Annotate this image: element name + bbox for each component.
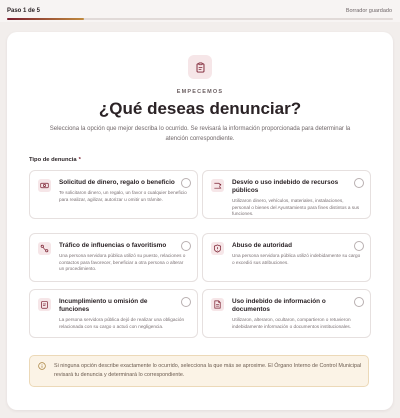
- option-solicitud-dinero[interactable]: [29, 170, 198, 219]
- field-label-text: Tipo de denuncia: [29, 157, 77, 163]
- page-subtitle: Selecciona la opción que mejor describa lo ocurrido. Se revisará la información proporcionada para determinar la atención correspondiente.: [49, 126, 351, 142]
- option-description: Una persona servidora pública utilizó su puesto, relaciones o contactos para favorecer, beneficiar a otra persona o alterar un procedimiento.: [59, 253, 186, 272]
- step-indicator: Paso 1 de 5: [7, 8, 41, 14]
- option-description: Te solicitaron dinero, un regalo, un favor o cualquier beneficio para realizar, agilizar, autorizar u omitir un trámite.: [59, 190, 187, 202]
- progress-bar: [7, 18, 393, 20]
- option-radio[interactable]: [354, 241, 364, 251]
- field-label: [29, 157, 81, 163]
- option-title: Abuso de autoridad: [232, 242, 293, 249]
- option-radio[interactable]: [354, 178, 364, 188]
- option-title: Incumplimiento u omisión de funciones: [59, 298, 148, 314]
- option-description: Una persona servidora pública utilizó indebidamente su cargo o excedió sus atribuciones.: [232, 253, 361, 265]
- transfer-icon: [211, 179, 224, 192]
- option-title: Tráfico de influencias o favoritismo: [59, 242, 167, 249]
- page-title: ¿Qué deseas denunciar?: [98, 99, 302, 118]
- document-icon: [211, 298, 224, 311]
- notice-text: Si ninguna opción describe exactamente lo ocurrido, selecciona la que más se aproxime. El Órgano Interno de Control Municipal revisará tu denuncia y determinará lo correspondiente.: [54, 363, 362, 378]
- option-title: Uso indebido de información o documentos: [232, 298, 326, 314]
- info-notice: [29, 355, 369, 387]
- clipboard-icon: [188, 55, 212, 79]
- option-radio[interactable]: [181, 178, 191, 188]
- option-uso-indebido-informacion[interactable]: [202, 289, 371, 338]
- option-radio[interactable]: [354, 297, 364, 307]
- option-trafico-influencias[interactable]: [29, 233, 198, 282]
- option-description: La persona servidora pública dejó de realizar una obligación relacionada con su cargo o actuó con negligencia.: [59, 317, 185, 329]
- option-radio[interactable]: [181, 297, 191, 307]
- eyebrow-label: EMPECEMOS: [176, 89, 224, 95]
- option-description: Utilizaron, alteraron, ocultaron, compartieron o retuvieron indebidamente información o documentos institucionales.: [232, 317, 352, 329]
- option-abuso-autoridad[interactable]: [202, 233, 371, 282]
- option-title: Solicitud de dinero, regalo o beneficio: [59, 179, 175, 186]
- option-title: Desvío o uso indebido de recursos públicos: [232, 179, 339, 195]
- required-mark: *: [78, 157, 81, 163]
- shield-icon: [211, 242, 224, 255]
- option-desvio-recursos[interactable]: [202, 170, 371, 219]
- progress-fill: [7, 18, 84, 20]
- option-description: Utilizaron dinero, vehículos, materiales, instalaciones, personal o bienes del Ayuntamiento para fines distintos a sus funciones.: [232, 198, 360, 217]
- clipboard-icon: [38, 298, 51, 311]
- draft-status: Borrador guardado: [345, 8, 392, 14]
- top-bar: [0, 0, 400, 22]
- option-incumplimiento-funciones[interactable]: [29, 289, 198, 338]
- money-icon: [38, 179, 51, 192]
- info-icon: [38, 362, 46, 370]
- connection-icon: [38, 242, 51, 255]
- option-radio[interactable]: [181, 241, 191, 251]
